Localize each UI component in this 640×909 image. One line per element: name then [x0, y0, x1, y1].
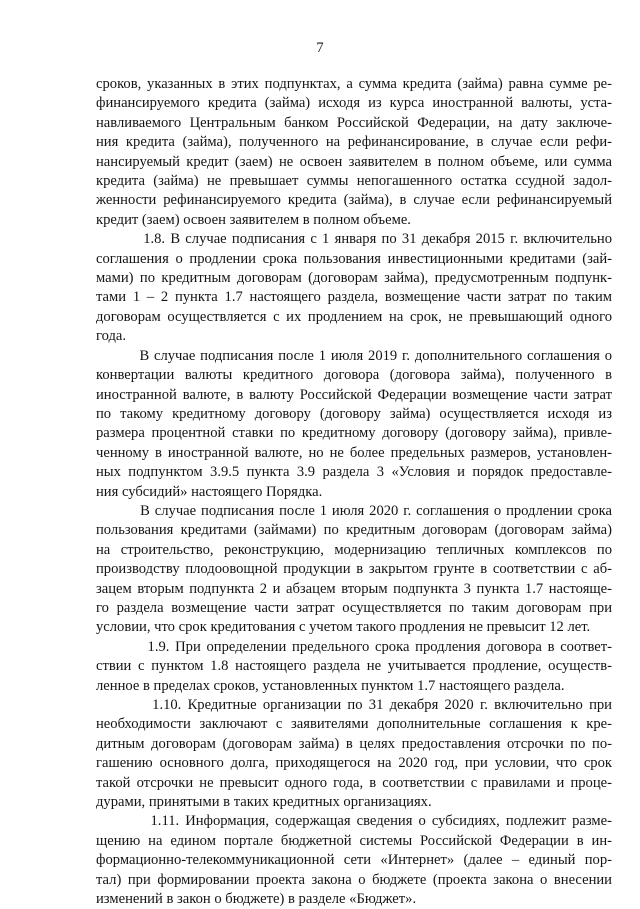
text-line: кредит (заем) освоен заявителем в полном объеме.	[96, 211, 411, 228]
paragraph-p5	[96, 638, 612, 696]
text-line: года.	[96, 328, 127, 345]
text-line: нансируемый кредит (заем) не освоен заявителем в полном объеме, или сумма	[96, 153, 612, 170]
text-line: зацем вторым подпункта 2 и абзацем вторым подпункта 3 пункта 1.7 настояще-	[96, 580, 612, 597]
text-line: необходимости заключают с заявителями дополнительные соглашения к кре-	[96, 716, 612, 733]
paragraph-p4	[96, 502, 612, 638]
paragraph-p2	[96, 230, 612, 346]
text-line: условии, что срок кредитования с учетом такого продления не превысит 12 лет.	[96, 619, 591, 636]
paragraph-p3	[96, 347, 612, 502]
text-line: ствии с пунктом 1.8 настоящего раздела не учитывается продление, осуществ-	[96, 658, 612, 675]
text-line: ленное в пределах сроков, установленных пунктом 1.7 настоящего раздела.	[96, 677, 565, 694]
text-line: дурами, принятыми в таких кредитных организациях.	[96, 794, 432, 811]
text-line: пользования кредитами (займами) по кредитным договорам (договорам займа)	[96, 522, 612, 539]
text-line: конвертации валюты кредитного договора (договора займа), полученного в	[96, 367, 612, 384]
text-line: В случае подписания после 1 июля 2020 г. соглашения о продлении срока	[96, 502, 612, 519]
paragraph-p1	[96, 75, 612, 230]
text-line: производству плодоовощной продукции в закрытом грунте в соответствии с аб-	[96, 561, 612, 578]
text-line: договорам осуществляется с их продлением на срок, не превышающий одного	[96, 308, 612, 325]
text-line: по такому кредитному договору (договору займа) осуществляется исходя из	[96, 405, 612, 422]
text-line: ченному в иностранной валюте, но не более предельных размеров, установлен-	[96, 444, 612, 461]
text-line: изменений в закон о бюджете) в разделе «Бюджет».	[96, 891, 417, 908]
text-line: щению на едином портале бюджетной системы Российской Федерации в ин-	[96, 832, 612, 849]
text-line: ния субсидий» настоящего Порядка.	[96, 483, 323, 500]
text-line: В случае подписания после 1 июля 2019 г. дополнительного соглашения о	[96, 347, 612, 364]
text-line: размера процентной ставки по кредитному договору (договору займа), привле-	[96, 425, 612, 442]
text-line: го раздела возмещение части затрат осуществляется по таким договорам при	[96, 599, 612, 616]
text-line: формационно-телекоммуникационной сети «Интернет» (далее – единый пор-	[96, 852, 612, 869]
text-line: такой отсрочки не превысит одного года, в соответствии с правилами и проце-	[96, 774, 612, 791]
text-line: гашению основного долга, приходящегося на 2020 год, при условии, что срок	[96, 755, 612, 772]
text-line: тами 1 – 2 пункта 1.7 настоящего раздела, возмещение части затрат по таким	[96, 289, 612, 306]
text-line: 1.10. Кредитные организации по 31 декабря 2020 г. включительно при	[96, 697, 612, 713]
paragraph-p7	[96, 812, 612, 909]
text-line: 1.8. В случае подписания с 1 января по 31 декабря 2015 г. включительно	[96, 231, 612, 248]
text-line: кредита (займа) не превышает суммы непогашенного остатка ссудной задол-	[96, 173, 612, 190]
text-line: сроков, указанных в этих подпунктах, а сумма кредита (займа) равна сумме ре-	[96, 76, 612, 92]
text-line: мами) по кредитным договорам (договорам займа), предусмотренным подпунк-	[96, 270, 612, 287]
paragraph-p6	[96, 696, 612, 812]
document-body	[96, 75, 612, 909]
text-line: иностранной валюте, в валюту Российской Федерации возмещение части затрат	[96, 386, 612, 403]
text-line: финансируемого кредита (займа) исходя из курса иностранной валюты, уста-	[96, 95, 612, 112]
text-line: тал) при формировании проекта закона о бюджете (проекта закона о внесении	[96, 871, 612, 888]
text-line: дитным договорам (договорам займа) в целях предоставления отсрочки по по-	[96, 735, 612, 752]
text-line: ния кредита (займа), полученного на рефинансирование, в случае если рефи-	[96, 134, 612, 151]
text-line: женности рефинансируемого кредита (займа), в случае если рефинансируемый	[96, 192, 612, 209]
text-line: соглашения о продлении срока пользования инвестиционными кредитами (зай-	[96, 250, 612, 267]
text-line: навливаемого Центральным банком Российской Федерации, на дату заключе-	[96, 114, 612, 131]
text-line: 1.11. Информация, содержащая сведения о субсидиях, подлежит разме-	[96, 813, 612, 830]
text-line: 1.9. При определении предельного срока продления договора в соответ-	[96, 638, 612, 655]
page-number: 7	[316, 40, 324, 56]
text-line: на строительство, реконструкцию, модернизацию тепличных комплексов по	[96, 541, 612, 558]
text-line: ных подпунктом 3.9.5 пункта 3.9 раздела 3 «Условия и порядок предоставле-	[96, 464, 612, 481]
